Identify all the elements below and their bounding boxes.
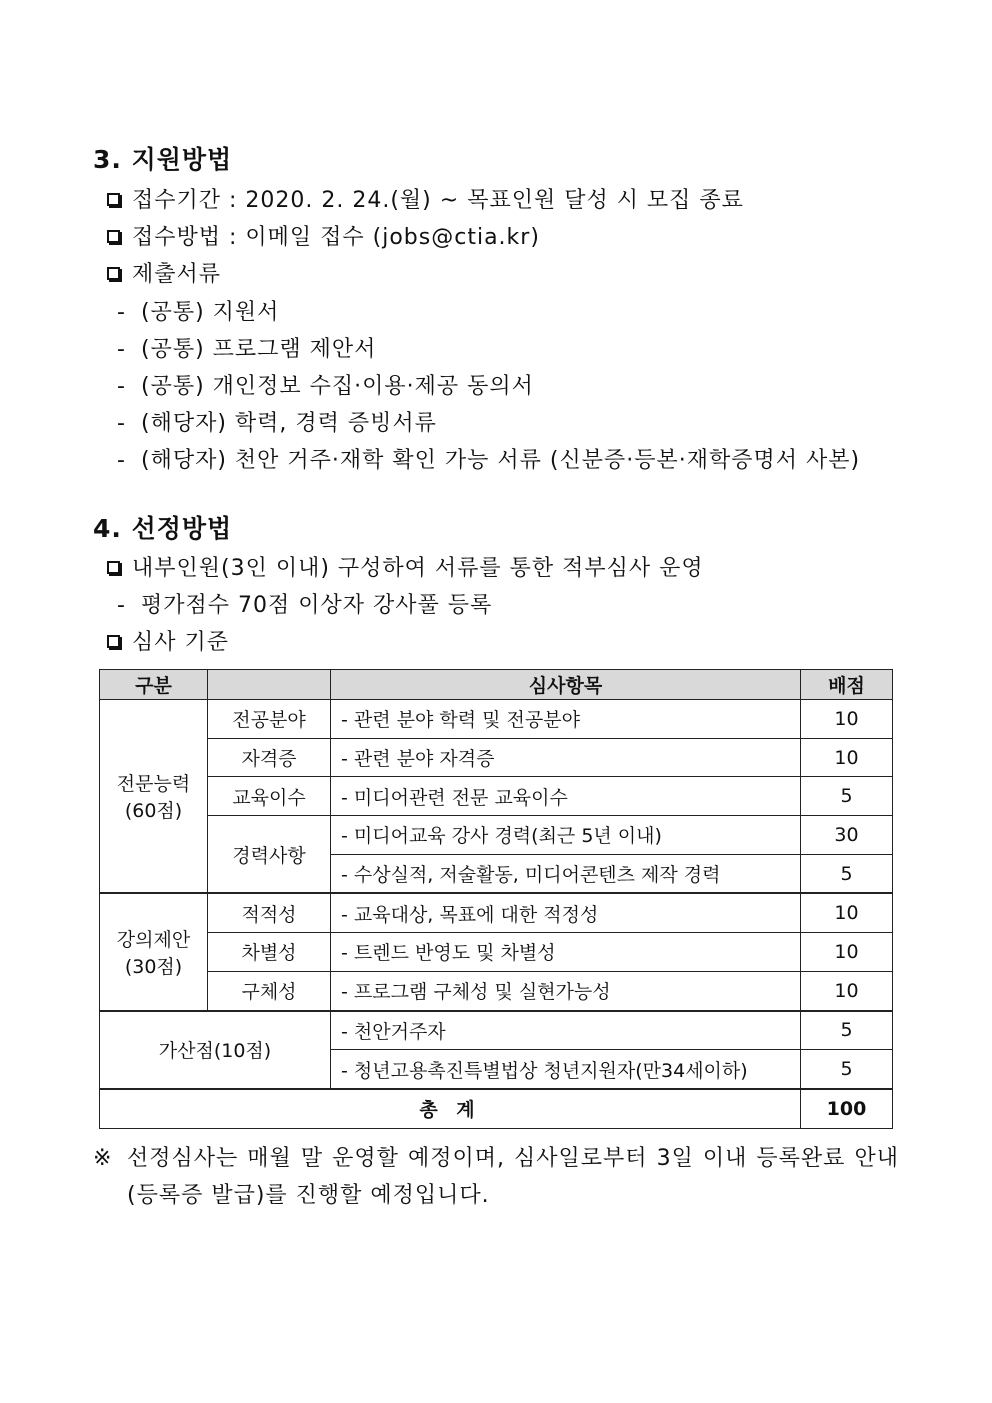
criteria-cell: - 천안거주자: [331, 1011, 801, 1050]
subcategory-cell: 전공분야: [208, 700, 331, 739]
list-item-application-period: 접수기간 : 2020. 2. 24.(월) ~ 목표인원 달성 시 모집 종료: [107, 183, 744, 214]
document-item: - (공통) 지원서: [117, 300, 280, 325]
note: [93, 1140, 899, 1214]
criteria-cell: - 교육대상, 목표에 대한 적정성: [331, 893, 801, 932]
document-item: - (해당자) 학력, 경력 증빙서류: [117, 411, 437, 436]
table-row: [100, 933, 893, 972]
score-cell: 10: [801, 933, 893, 972]
table-row: [100, 816, 893, 855]
subcategory-cell: 구체성: [208, 971, 331, 1010]
table-row: [100, 777, 893, 816]
criteria-cell: - 청년고용촉진특별법상 청년지원자(만34세이하): [331, 1050, 801, 1089]
list-item-application-method: 접수방법 : 이메일 접수 (jobs@ctia.kr): [107, 220, 540, 251]
criteria-cell: - 관련 분야 학력 및 전공분야: [331, 700, 801, 739]
score-cell: 5: [801, 854, 893, 893]
subcategory-cell: 교육이수: [208, 777, 331, 816]
header-criteria: 심사항목: [331, 670, 801, 700]
header-subcategory: [208, 670, 331, 700]
table-row: [100, 971, 893, 1010]
total-score: 100: [801, 1089, 893, 1128]
checkbox-square-icon: [107, 230, 120, 243]
score-cell: 10: [801, 700, 893, 739]
document-item: - (해당자) 천안 거주·재학 확인 가능 서류 (신분증·등본·재학증명서 사본): [117, 448, 861, 473]
criteria-table: [99, 669, 893, 1129]
list-item-review-process: 내부인원(3인 이내) 구성하여 서류를 통한 적부심사 운영: [107, 551, 704, 582]
note-text: 선정심사는 매월 말 운영할 예정이며, 심사일로부터 3일 이내 등록완료 안내(등록증 발급)를 진행할 예정입니다.: [127, 1146, 899, 1208]
checkbox-square-icon: [107, 561, 120, 574]
section3-title: 3. 지원방법: [93, 145, 233, 174]
criteria-cell: - 수상실적, 저술활동, 미디어콘텐츠 제작 경력: [331, 854, 801, 893]
criteria-cell: - 관련 분야 자격증: [331, 738, 801, 777]
subcategory-cell: 경력사항: [208, 816, 331, 894]
list-item-review-criteria: 심사 기준: [107, 625, 229, 656]
table-row: [100, 1011, 893, 1050]
checkbox-square-icon: [107, 635, 120, 648]
checkbox-square-icon: [107, 267, 120, 280]
group-lecture-proposal: 강의제안 (30점): [100, 893, 208, 1010]
score-cell: 10: [801, 738, 893, 777]
score-cell: 5: [801, 1011, 893, 1050]
criteria-cell: - 트렌드 반영도 및 차별성: [331, 933, 801, 972]
group-expertise: 전문능력 (60점): [100, 700, 208, 894]
subcategory-cell: 적적성: [208, 893, 331, 932]
group-bonus: 가산점(10점): [100, 1011, 331, 1089]
document-item: - (공통) 프로그램 제안서: [117, 337, 377, 362]
header-category: 구분: [100, 670, 208, 700]
table-row: [100, 738, 893, 777]
list-item-documents: 제출서류: [107, 257, 221, 288]
score-cell: 30: [801, 816, 893, 855]
score-cell: 10: [801, 893, 893, 932]
score-cell: 5: [801, 777, 893, 816]
total-label: 총 계: [100, 1089, 801, 1128]
checkbox-square-icon: [107, 193, 120, 206]
criteria-cell: - 프로그램 구체성 및 실현가능성: [331, 971, 801, 1010]
review-sub-item: - 평가점수 70점 이상자 강사풀 등록: [117, 593, 493, 618]
score-cell: 5: [801, 1050, 893, 1089]
table-header-row: [100, 670, 893, 700]
subcategory-cell: 차별성: [208, 933, 331, 972]
score-cell: 10: [801, 971, 893, 1010]
criteria-cell: - 미디어관련 전문 교육이수: [331, 777, 801, 816]
subcategory-cell: 자격증: [208, 738, 331, 777]
table-row: [100, 893, 893, 932]
section4-title: 4. 선정방법: [93, 514, 233, 543]
table-row: [100, 700, 893, 739]
document-item: - (공통) 개인정보 수집·이용·제공 동의서: [117, 374, 534, 399]
criteria-cell: - 미디어교육 강사 경력(최근 5년 이내): [331, 816, 801, 855]
table-total-row: [100, 1089, 893, 1128]
note-mark: ※: [93, 1146, 113, 1171]
header-score: 배점: [801, 670, 893, 700]
